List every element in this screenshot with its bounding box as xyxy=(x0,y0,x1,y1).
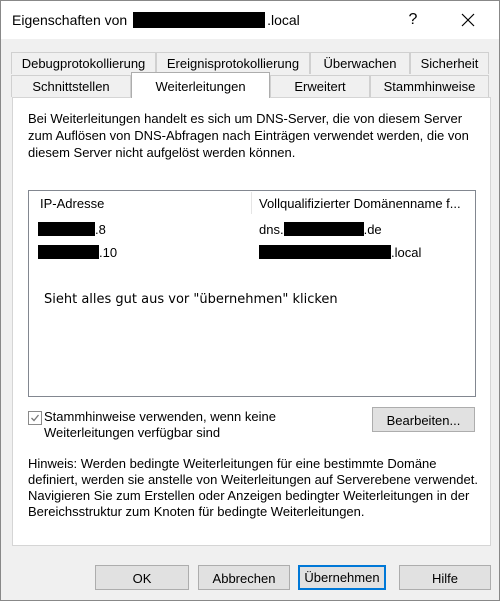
title-suffix: .local xyxy=(267,12,300,28)
tab-root-hints[interactable]: Stammhinweise xyxy=(370,75,489,97)
checkmark-icon xyxy=(30,413,40,423)
title-prefix: Eigenschaften von xyxy=(12,12,128,28)
ok-button[interactable]: OK xyxy=(95,565,189,590)
row-ip xyxy=(38,245,117,260)
redacted-server-name xyxy=(133,12,265,28)
fqdn-prefix: dns. xyxy=(259,222,284,237)
tab-monitoring[interactable]: Überwachen xyxy=(310,52,410,74)
edit-button[interactable]: Bearbeiten... xyxy=(372,407,475,432)
forwarders-panel xyxy=(12,97,491,546)
tab-debug-logging[interactable]: Debugprotokollierung xyxy=(11,52,156,74)
cancel-button[interactable]: Abbrechen xyxy=(198,565,290,590)
forwarders-description: Bei Weiterleitungen handelt es sich um DNS-Server, die von diesem Server zum Auflösen von DNS-Abfragen nach Einträgen verwendet werden, die von diesem Server nicht aufgelöst werden können. xyxy=(28,111,469,160)
close-button[interactable] xyxy=(453,7,483,33)
list-item[interactable] xyxy=(29,220,475,240)
tab-row-2 xyxy=(11,75,489,97)
conditional-forwarders-hint: Hinweis: Werden bedingte Weiterleitungen für eine bestimmte Domäne definiert, werden sie anstelle von Weiterleitungen auf Serverebene verwendet. Navigieren Sie zum Erstellen oder Anzeigen bedingter Weiterleitungen in der Bereichsstruktur zum Knoten für bedingte Weiterleitungen. xyxy=(28,456,478,519)
tab-interfaces[interactable]: Schnittstellen xyxy=(11,75,131,97)
apply-button[interactable]: Übernehmen xyxy=(298,565,386,590)
redacted-ip xyxy=(38,222,95,236)
title-bar xyxy=(1,1,499,39)
redacted-fqdn xyxy=(284,222,364,236)
redacted-ip xyxy=(38,245,99,259)
tab-event-logging[interactable]: Ereignisprotokollierung xyxy=(156,52,310,74)
use-root-hints-label[interactable]: Stammhinweise verwenden, wenn keine Weiterleitungen verfügbar sind xyxy=(44,409,276,440)
ip-suffix: .10 xyxy=(99,245,118,260)
help-button[interactable]: Hilfe xyxy=(399,565,491,590)
use-root-hints-checkbox[interactable] xyxy=(28,411,42,425)
column-separator[interactable] xyxy=(251,192,252,214)
tab-advanced[interactable]: Erweitert xyxy=(270,75,370,97)
tab-security[interactable]: Sicherheit xyxy=(410,52,489,74)
ip-suffix: .8 xyxy=(95,222,106,237)
row-fqdn xyxy=(259,245,421,260)
column-header-ip[interactable]: IP-Adresse xyxy=(40,196,105,211)
tab-row-1 xyxy=(11,52,489,74)
row-ip xyxy=(38,222,106,237)
window-title xyxy=(12,12,300,28)
annotation-text: Sieht alles gut aus vor "übernehmen" klicken xyxy=(44,292,338,307)
column-header-fqdn[interactable]: Vollqualifizierter Domänenname f... xyxy=(259,196,461,211)
redacted-fqdn xyxy=(259,245,391,259)
help-question-button[interactable]: ? xyxy=(408,11,418,28)
forwarders-list[interactable] xyxy=(28,190,476,397)
list-header xyxy=(29,191,475,215)
fqdn-suffix: .de xyxy=(363,222,382,237)
row-fqdn xyxy=(259,222,382,237)
tab-forwarders[interactable]: Weiterleitungen xyxy=(131,72,270,98)
fqdn-suffix: .local xyxy=(391,245,422,260)
list-item[interactable] xyxy=(29,243,475,263)
close-icon xyxy=(461,13,475,27)
